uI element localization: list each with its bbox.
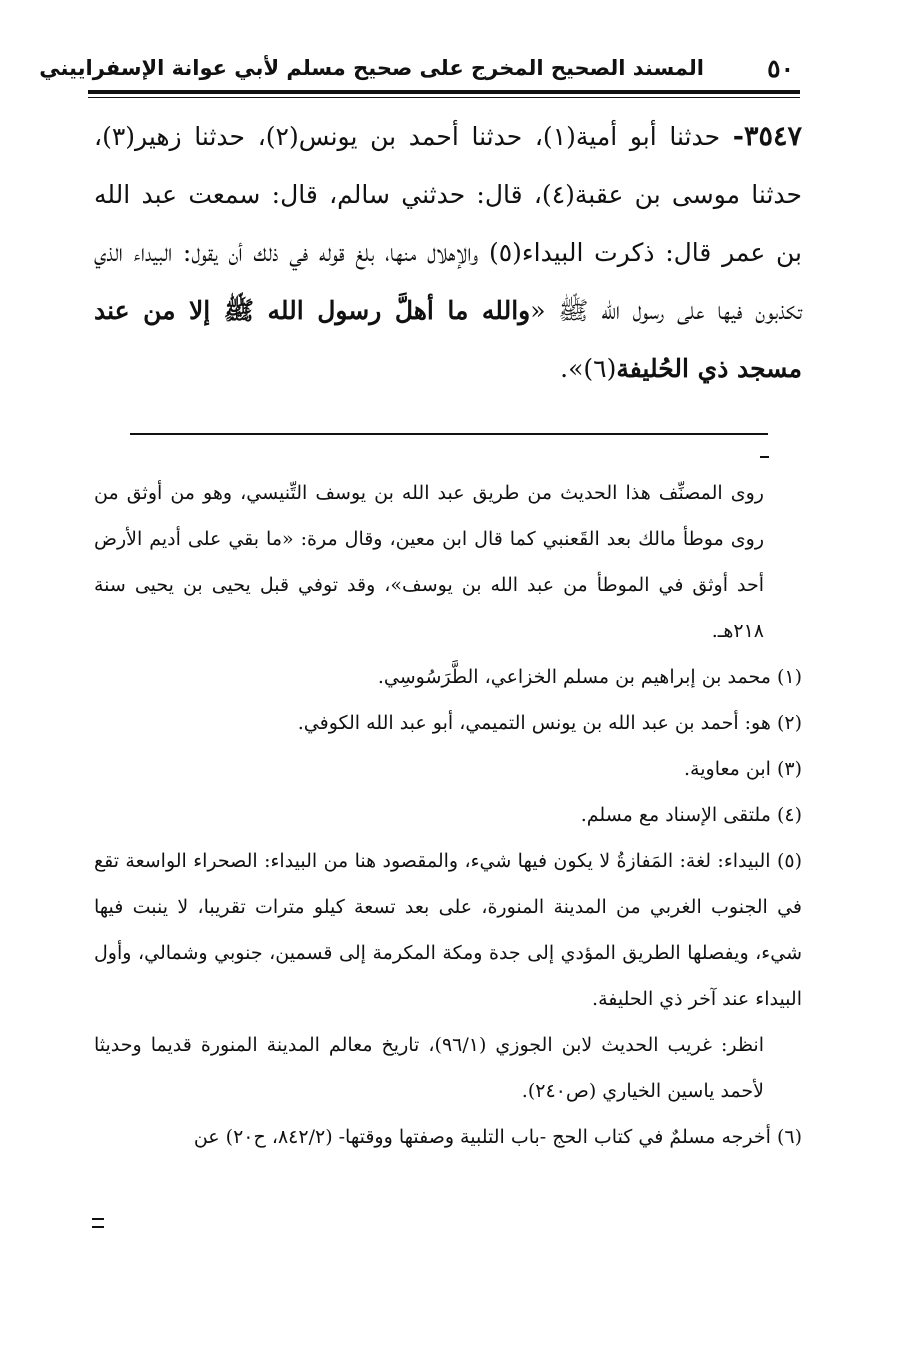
footnote-number: (٦): [776, 1126, 802, 1148]
page-header: [39, 54, 800, 88]
footnotes: [94, 470, 802, 1160]
footnote-3: [94, 746, 802, 792]
footnote-1: [94, 654, 802, 700]
footnote-number: (٣): [776, 758, 802, 780]
footnote-text: أخرجه مسلمٌ في كتاب الحج -باب التلبية وصفتها ووقتها- (٨٤٢/٢، ح٢٠) عن: [193, 1126, 777, 1148]
footnote-number: (٥): [776, 850, 802, 872]
running-title: المسند الصحيح المخرج على صحيح مسلم لأبي عوانة الإسفراييني: [39, 56, 704, 80]
footnote-number: (٢): [776, 712, 802, 734]
page-number: ٥٠: [767, 54, 794, 83]
footnote-text: ابن معاوية.: [684, 758, 777, 780]
footnote-separator: [130, 433, 768, 435]
footnote-text: محمد بن إبراهيم بن مسلم الخزاعي، الطَّرَسُوسِي.: [377, 666, 777, 688]
footnote-6: [94, 1114, 802, 1160]
footnote-text: ملتقى الإسناد مع مسلم.: [580, 804, 777, 826]
footnote-5-reference: انظر: غريب الحديث لابن الجوزي (٩٦/١)، تاريخ معالم المدينة المنورة قديما وحديثا لأحمد ياسين الخياري (ص٢٤٠).: [94, 1034, 764, 1102]
hadith-text: [94, 108, 802, 398]
header-rule-thin: [88, 97, 800, 98]
hadith-number: ٣٥٤٧-: [732, 121, 802, 152]
continuation-dash: [760, 456, 769, 458]
hadith-paragraph: [94, 108, 802, 398]
footnote-5: [94, 838, 802, 1022]
footnote-number: (١): [776, 666, 802, 688]
footnote-2: [94, 700, 802, 746]
hadith-isnad: حدثنا أبو أمية(١)، حدثنا أحمد بن يونس(٢)، حدثنا زهير(٣)، حدثنا موسى بن عقبة(٤)، قال: حدثني سالم، قال: سمعت عبد الله بن عمر قال: ذكرت البيداء(٥) والإهلال منها، بلغ قوله في ذلك أن يقول: البيداء الذي تكذبون فيها على رسول الله ﷺ «: [94, 122, 802, 325]
footnote-number: (٤): [776, 804, 802, 826]
footnote-text: البيداء: لغة: المَفازةُ لا يكون فيها شيء، والمقصود هنا من البيداء: الصحراء الواسعة تقع في الجنوب الغربي من المدينة المنورة، على بعد تسعة كيلو مترات تقريبا، لا ينبت فيها شيء، ويفصلها الطريق المؤدي إلى جدة ومكة المكرمة إلى قسمين، جنوبي وشمالي، وأول البيداء عند آخر ذي الحليفة.: [94, 850, 802, 1010]
continued-mark: [92, 1218, 104, 1228]
footnote-text: هو: أحمد بن عبد الله بن يونس التميمي، أبو عبد الله الكوفي.: [297, 712, 777, 734]
footnote-4: [94, 792, 802, 838]
hadith-ending: (٦)».: [560, 354, 617, 383]
header-rule-thick: [88, 90, 800, 94]
hadith-matn-bold: والله ما أهلَّ رسول الله ﷺ إلا من عند مسجد ذي الحُليفة: [94, 296, 802, 383]
footnote-intro: روى المصنِّف هذا الحديث من طريق عبد الله بن يوسف التِّنيسي، وهو من أوثق من روى موطأ مالك بعد القَعنبي كما قال ابن معين، وقال مرة: «ما بقي على أديم الأرض أحد أوثق في الموطأ من عبد الله بن يوسف»، وقد توفي قبل يحيى بن يحيى سنة ٢١٨هـ.: [94, 482, 764, 642]
